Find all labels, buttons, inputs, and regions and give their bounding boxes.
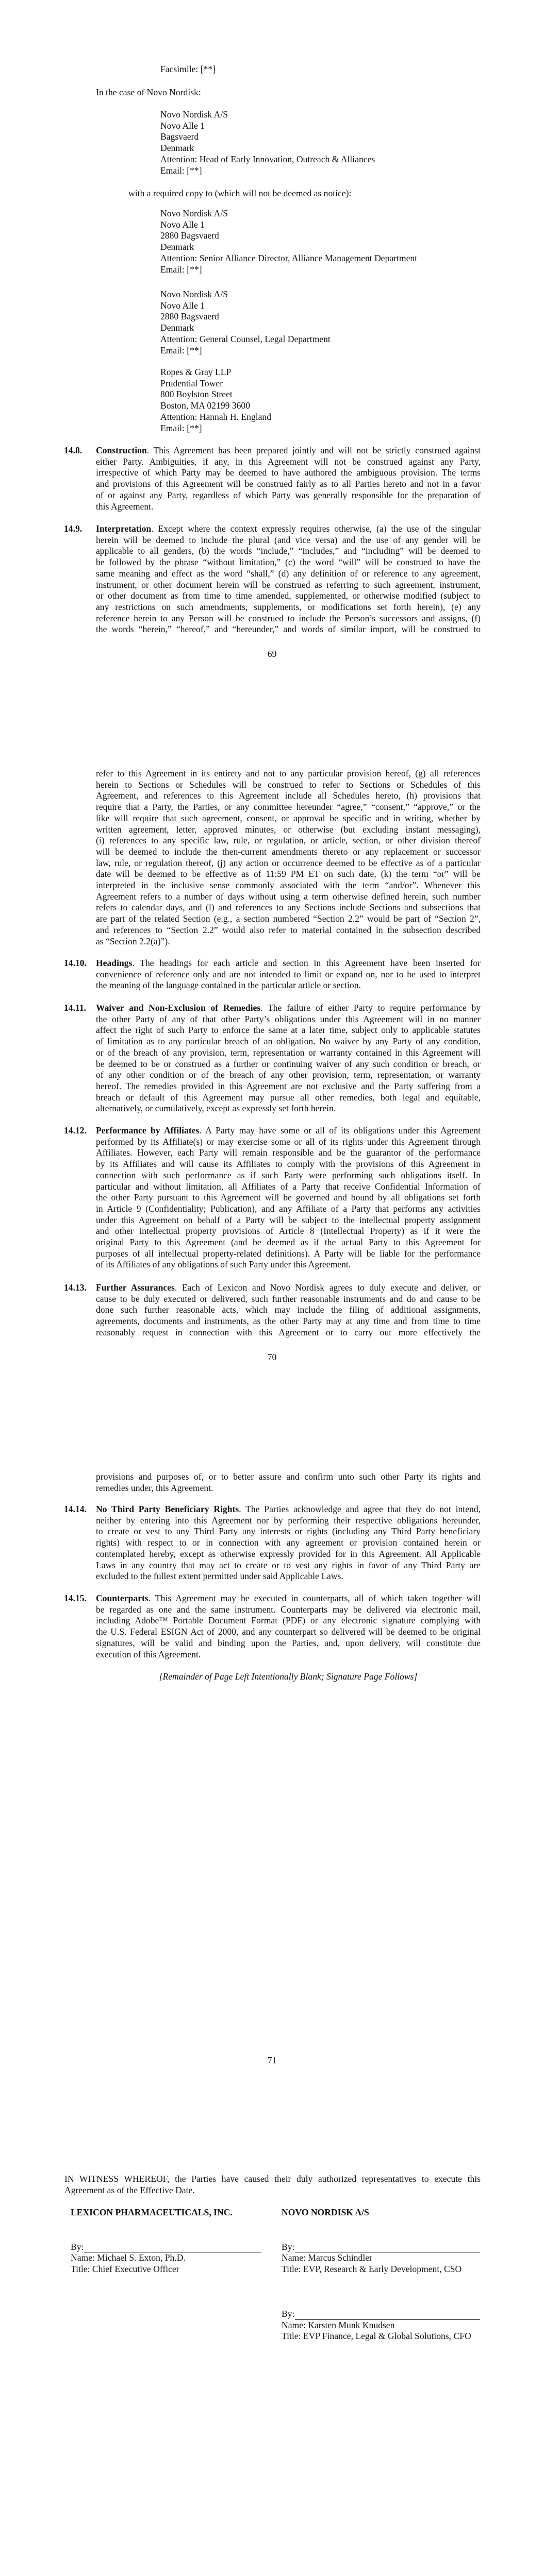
signer-title: Title: EVP, Research & Early Development, CSO — [282, 2264, 462, 2275]
text-line: this Agreement. — [96, 501, 154, 512]
text-line: as “Section 2.2(a)”). — [96, 936, 170, 946]
address-line: Novo Nordisk A/S — [160, 208, 228, 218]
text-line: remedies under, this Agreement. — [96, 1482, 213, 1493]
section-body — [96, 523, 481, 635]
section-number: 14.9. — [64, 523, 83, 534]
text-line: Affiliates. However, each Party will remain responsible and be the guarantor of the performance — [96, 1147, 481, 1158]
section-number: 14.15. — [64, 1593, 87, 1603]
text-line: connection with such performance as if such Party were performing such obligations itself. In — [96, 1170, 481, 1180]
text-line: convenience of reference only and are not intended to limit or expand on, nor to be used to interpret — [96, 969, 481, 979]
text-line: affect the right of such Party to enforce the same at a later time, subject only to applicable statutes — [96, 1025, 481, 1036]
text-line: excluded to the fullest extent permitted under said Applicable Laws. — [96, 1571, 343, 1582]
page-number: 70 — [267, 1352, 277, 1362]
text-line: including Adobe™ Portable Document Format (PDF) or any electronic signature complying with — [96, 1615, 481, 1626]
by-label: By: — [71, 2241, 84, 2252]
text-line — [96, 1593, 481, 1604]
signature-block-lexicon — [71, 2207, 261, 2275]
witness-line: IN WITNESS WHEREOF, the Parties have caused their duly authorized representatives to execute this — [64, 2174, 481, 2184]
signer-title: Title: EVP Finance, Legal & Global Solutions, CFO — [282, 2331, 471, 2342]
address-line: Novo Nordisk A/S — [160, 109, 228, 120]
text-line — [96, 1504, 481, 1515]
text-line: by its Affiliates and will cause its Affiliates to comply with the provisions of this Agreement in — [96, 1159, 481, 1170]
section-body — [96, 1471, 481, 1494]
address-line: Attention: Hannah H. England — [160, 411, 271, 422]
address-block-novo-legal — [160, 289, 331, 356]
text-line: of limitation as to any particular breach of an obligation. No waiver by any Party of any condition, — [96, 1036, 481, 1047]
text-line: be regarded as one and the same instrument. Counterparts may be delivered via electronic mail, — [96, 1604, 481, 1615]
section-body — [96, 445, 481, 512]
text-line: are part of the related Section (e.g., a section numbered “Section 2.2” would be part of “Section 2”, — [96, 913, 481, 924]
text-line — [96, 958, 481, 969]
address-line: Email: [**] — [160, 165, 202, 176]
text-line: purposes of all intellectual property-related definitions). A Party will be liable for the performance — [96, 1248, 481, 1259]
section-heading: Waiver and Non-Exclusion of Remedies — [96, 1003, 261, 1013]
address-line: Novo Alle 1 — [160, 219, 205, 230]
text-line — [96, 445, 481, 456]
section-body — [96, 768, 481, 947]
text-line — [96, 1003, 481, 1014]
text-line: under this Agreement on behalf of a Party will be subject to the intellectual property assignment — [96, 1214, 481, 1225]
address-line: Email: [**] — [160, 422, 202, 433]
text-line: irrespective of which Party may be deemed to have authored the ambiguous provision. The terms — [96, 467, 481, 478]
text-line: of or against any Party, regardless of which Party was generally responsible for the preparation of — [96, 489, 481, 500]
section-text: . The headings for each article and section in this Agreement have been inserted for — [132, 958, 481, 968]
text-line: refer to this Agreement in its entirety and not to any particular provision hereof, (g) all references — [96, 768, 481, 778]
signature-line[interactable] — [295, 2243, 480, 2252]
witness-clause — [64, 2174, 481, 2196]
text-line: and references to “Section 2.2” would also refer to material contained in the subsection described — [96, 924, 481, 935]
text-line: law, rule, or regulation thereof, (j) any action or occurrence deemed to be effective as of a particular — [96, 857, 481, 868]
section-number: 14.11. — [64, 1003, 87, 1013]
address-line: Ropes & Gray LLP — [160, 367, 232, 377]
text-line: the meaning of the language contained in the particular article or section. — [96, 980, 361, 991]
text-line: to create or vest to any Third Party any interests or rights (including any Third Party beneficiary — [96, 1526, 481, 1537]
section-text: . This Agreement has been prepared jointly and will not be strictly construed against — [146, 445, 481, 455]
section-text: . A Party may have some or all of its obligations under this Agreement — [199, 1125, 481, 1136]
section-body — [96, 958, 481, 991]
text-line: execution of this Agreement. — [96, 1649, 201, 1659]
text-line: provisions and purposes of, or to better assure and confirm unto such other Party its rights and — [96, 1471, 481, 1482]
text-line: neither by entering into this Agreement nor by performing their respective obligations hereunder, — [96, 1515, 481, 1526]
section-body — [96, 1282, 481, 1338]
text-line: cause to be duly executed or delivered, such further reasonable instruments and do and cause to be — [96, 1293, 481, 1304]
novo-notice-intro: In the case of Novo Nordisk: — [96, 87, 201, 97]
address-line: Attention: General Counsel, Legal Department — [160, 333, 331, 344]
address-line: 800 Boylston Street — [160, 389, 233, 400]
text-line: refers to calendar days, and (l) and references to any Sections include Sections and subsections that — [96, 902, 481, 913]
signature-field[interactable] — [282, 2242, 480, 2253]
text-line: reasonably request in connection with this Agreement or to carry out more effectively the — [96, 1327, 481, 1337]
text-line: signatures, will be valid and binding upon the Parties, and, upon delivery, will constitute due — [96, 1637, 481, 1648]
page-number: 71 — [267, 2055, 277, 2065]
section-heading: Further Assurances — [96, 1282, 175, 1293]
section-heading: Counterparts — [96, 1593, 149, 1603]
signer-name: Name: Karsten Munk Knudsen — [282, 2319, 395, 2330]
section-number: 14.10. — [64, 958, 87, 968]
signature-field[interactable] — [282, 2309, 480, 2320]
signature-block-novo — [282, 2207, 480, 2342]
signer-name: Name: Michael S. Exton, Ph.D. — [71, 2252, 186, 2263]
section-text: . Each of Lexicon and Novo Nordisk agrees to duly execute and deliver, or — [174, 1282, 481, 1293]
text-line: either Party. Ambiguities, if any, in this Agreement will not be construed against any Party, — [96, 456, 481, 467]
copy-intro: with a required copy to (which will not be deemed as notice): — [128, 188, 352, 198]
text-line: herein will be deemed to include the plural (and vice versa) and the use of any gender will be — [96, 534, 481, 545]
text-line: done such further reasonable acts, which may include the filing of additional assignments, — [96, 1304, 481, 1315]
text-line: the other Party pursuant to this Agreement will be governed and bound by all obligations set forth — [96, 1192, 481, 1203]
by-label: By: — [282, 2241, 295, 2252]
facsimile-line: Facsimile: [**] — [160, 64, 216, 74]
address-line: Denmark — [160, 242, 194, 252]
text-line: in Article 9 (Confidentiality; Publication), and any Affiliate of a Party that performs any activities — [96, 1203, 481, 1214]
text-line: or of the breach of any provision, term, representation or warranty contained in this Agreement will — [96, 1047, 481, 1058]
by-label: By: — [282, 2308, 295, 2319]
address-block-novo-primary — [160, 109, 375, 176]
text-line: applicable to all genders, (b) the words “include,” “includes,” and “including” will be deemed to — [96, 546, 481, 556]
text-line: the words “herein,” “hereof,” and “hereunder,” and words of similar import, will be construed to — [96, 624, 481, 635]
text-line: alternatively, or cumulatively, except as expressly set forth herein. — [96, 1103, 336, 1114]
text-line: like will require that such agreement, consent, or approval be specific and in writing, whether by — [96, 812, 481, 823]
section-text: . Except where the context expressly requires otherwise, (a) the use of the singular — [151, 523, 481, 534]
section-heading: No Third Party Beneficiary Rights — [96, 1504, 239, 1514]
signature-field[interactable] — [71, 2242, 261, 2253]
section-number: 14.8. — [64, 445, 83, 455]
section-body — [96, 1593, 481, 1660]
text-line: be followed by the phrase “without limitation,” (c) the word “will” will be construed to have the — [96, 557, 481, 568]
company-name: LEXICON PHARMACEUTICALS, INC. — [71, 2207, 233, 2217]
signature-line[interactable] — [84, 2243, 261, 2252]
text-line: the U.S. Federal ESIGN Act of 2000, and any counterpart so delivered will be deemed to be original — [96, 1626, 481, 1637]
text-line: be deemed to be or construed as a further or continuing waiver of any such condition or breach, or — [96, 1058, 481, 1069]
address-line: Prudential Tower — [160, 378, 223, 388]
text-line: of any other condition or of the breach of any other provision, term, representation, or warranty — [96, 1070, 481, 1080]
text-line: same meaning and effect as the word “shall,” (d) any definition of or reference to any agreement, — [96, 568, 481, 579]
section-heading: Interpretation — [96, 523, 152, 534]
address-line: Email: [**] — [160, 264, 202, 275]
text-line: herein to Sections or Schedules will be construed to refer to Sections or Schedules of this — [96, 779, 481, 790]
section-text: . The failure of either Party to require performance by — [260, 1003, 481, 1013]
text-line: (i) references to any specific law, rule, or regulation, or article, section, or other division thereof — [96, 835, 481, 846]
signer-title: Title: Chief Executive Officer — [71, 2264, 179, 2275]
text-line: and provisions of this Agreement will be construed fairly as to all Parties hereto and not in a favor — [96, 479, 481, 489]
section-number: 14.14. — [64, 1504, 87, 1514]
text-line: and other intellectual property provisions of Article 8 (Intellectual Property) as if it were the — [96, 1226, 481, 1236]
text-line: interpreted in the inclusive sense commonly associated with the term “and/or”. Whenever this — [96, 880, 481, 891]
signature-line[interactable] — [295, 2311, 480, 2320]
text-line: instrument, or other document herein will be construed as referring to such agreement, instrument, — [96, 579, 481, 590]
text-line: of its Affiliates of any obligations of such Party under this Agreement. — [96, 1259, 351, 1270]
address-line: Bagsvaerd — [160, 131, 199, 142]
text-line: or other document as from time to time amended, supplemented, or otherwise modified (subject to — [96, 590, 481, 601]
address-line: Attention: Head of Early Innovation, Outreach & Alliances — [160, 154, 375, 164]
text-line — [96, 1282, 481, 1294]
address-line: Novo Alle 1 — [160, 120, 205, 131]
signer-name: Name: Marcus Schindler — [282, 2252, 372, 2263]
text-line: require that a Party, the Parties, or any committee hereunder “agree,” “consent,” “approve,” or the — [96, 802, 481, 812]
text-line: rights) with respect to or in connection with any agreement or provision contained herein or — [96, 1537, 481, 1548]
text-line: performed by its Affiliate(s) or may exercise some or all of its rights under this Agreement through — [96, 1136, 481, 1147]
text-line: Laws in any country that may act to create or to vest any rights in favor of any Third Party are — [96, 1560, 481, 1570]
text-line — [96, 1125, 481, 1137]
address-line: Denmark — [160, 143, 194, 154]
address-line: Email: [**] — [160, 345, 202, 355]
section-number: 14.13. — [64, 1282, 87, 1293]
text-line: contemplated hereby, except as otherwise expressly provided for in this Agreement. All Applicable — [96, 1548, 481, 1559]
text-line: breach or default of this Agreement may pursue all other remedies, both legal and equitable, — [96, 1092, 481, 1103]
text-line: original Party to this Agreement (and be deemed as if the actual Party to this Agreement for — [96, 1237, 481, 1248]
section-body — [96, 1003, 481, 1114]
remainder-note: [Remainder of Page Left Intentionally Blank; Signature Page Follows] — [159, 1671, 418, 1682]
address-block-ropes-gray — [160, 367, 271, 434]
text-line: written agreement, letter, approved minutes, or otherwise (but excluding instant messaging), — [96, 824, 481, 835]
text-line: the other Party of any of that other Party’s obligations under this Agreement will in no manner — [96, 1013, 481, 1024]
address-line: Novo Nordisk A/S — [160, 289, 228, 299]
section-body — [96, 1125, 481, 1270]
section-heading: Construction — [96, 445, 147, 455]
address-line: Novo Alle 1 — [160, 300, 205, 311]
text-line: agreements, documents and instruments, as the other Party may at any time and from time to time — [96, 1316, 481, 1327]
address-line: Attention: Senior Alliance Director, Alliance Management Department — [160, 252, 418, 263]
section-heading: Performance by Affiliates — [96, 1125, 200, 1136]
text-line: Agreement refers to a number of days without using a term otherwise defined herein, such number — [96, 891, 481, 902]
text-line: hereof. The remedies provided in this Agreement are not exclusive and the Party suffering from a — [96, 1080, 481, 1091]
section-heading: Headings — [96, 958, 133, 968]
address-line: 2880 Bagsvaerd — [160, 311, 219, 322]
section-text: . The Parties acknowledge and agree that they do not intend, — [239, 1504, 481, 1514]
text-line: date will be deemed to be effective as of 11:59 PM ET on such date, (k) the term “or” will be — [96, 869, 481, 879]
address-block-novo-alliance — [160, 208, 417, 275]
company-name: NOVO NORDISK A/S — [282, 2207, 369, 2217]
address-line: 2880 Bagsvaerd — [160, 230, 219, 241]
section-body — [96, 1504, 481, 1582]
text-line: will be deemed to include the then-current amendments thereto or any replacement or successor — [96, 846, 481, 857]
text-line: Agreement, and references to this Agreement include all Schedules hereto, (h) provisions that — [96, 790, 481, 801]
section-text: . This Agreement may be executed in counterparts, all of which taken together will — [148, 1593, 481, 1603]
text-line: reference herein to any Person will be construed to include the Person’s successors and assigns, (f) — [96, 613, 481, 623]
address-line: Denmark — [160, 323, 194, 333]
address-line: Boston, MA 02199 3600 — [160, 400, 251, 411]
text-line: any restrictions on such amendments, supplements, or modifications set forth herein), (e) any — [96, 601, 481, 612]
witness-line: Agreement as of the Effective Date. — [64, 2184, 195, 2195]
text-line: particular and without limitation, all Affiliates of a Party that receive Confidential Information of — [96, 1181, 481, 1192]
text-line — [96, 523, 481, 535]
page-number: 69 — [267, 649, 277, 659]
section-number: 14.12. — [64, 1125, 87, 1136]
